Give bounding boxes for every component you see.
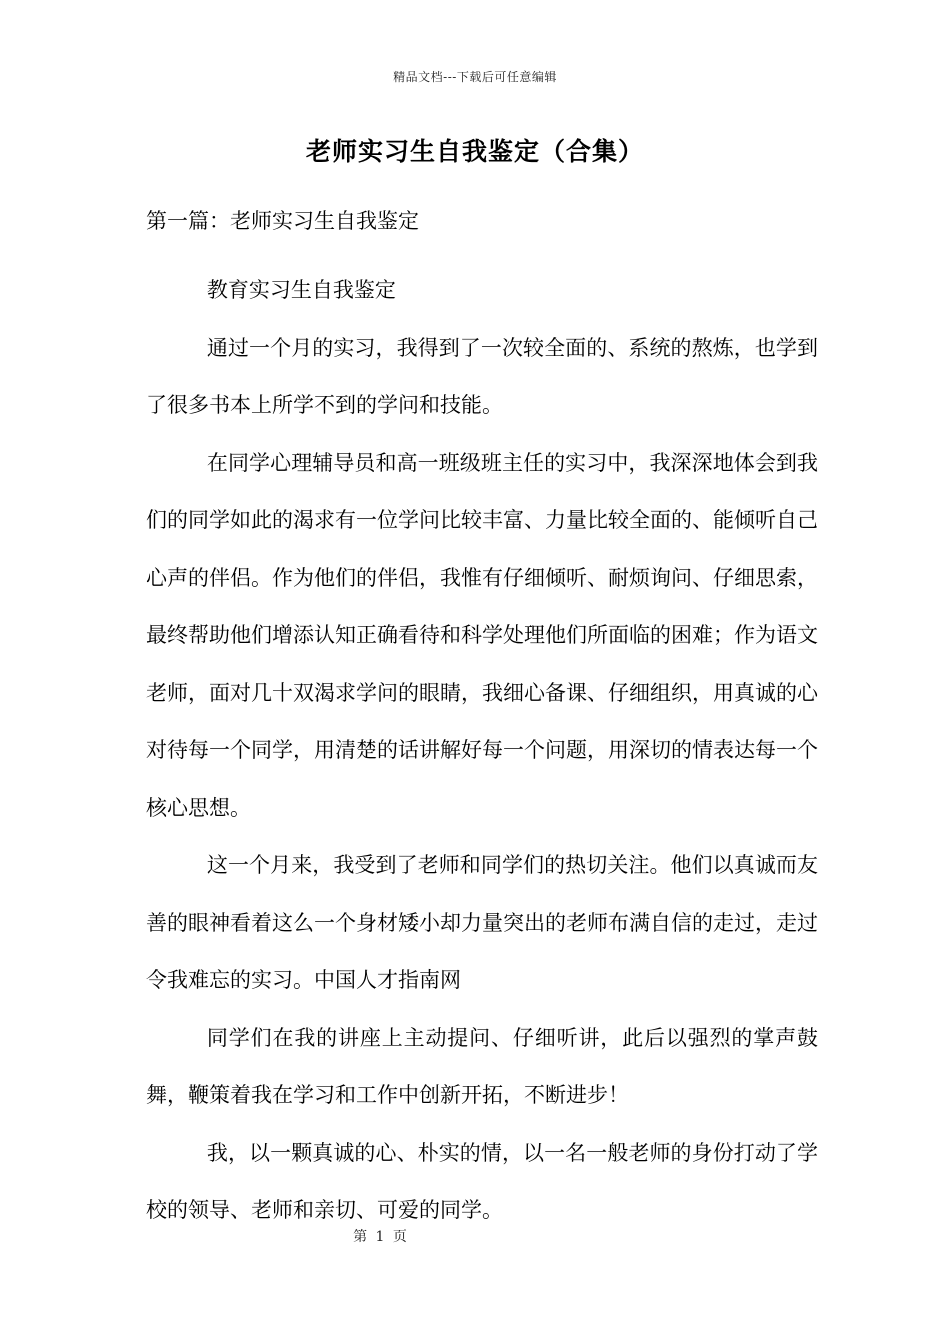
section-heading: 第一篇：老师实习生自我鉴定 [146, 209, 419, 233]
body-paragraph-subtitle: 教育实习生自我鉴定 [206, 278, 396, 302]
document-title: 老师实习生自我鉴定（合集） [305, 137, 644, 166]
page-number: 第 1 页 [353, 1229, 407, 1245]
body-paragraph: 在同学心理辅导员和高一班级班主任的实习中，我深深地体会到我们的同学如此的渴求有一位学问比较丰富、力量比较全面的、能倾听自己心声的伴侣。作为他们的伴侣，我惟有仔细倾听、耐烦询问、仔细思索，最终帮助他们增添认知正确看待和科学处理他们所面临的困难；作为语文老师，面对几十双渴求学问的眼睛，我细心备课、仔细组织，用真诚的心对待每一个同学，用清楚的话讲解好每一个问题，用深切的情表达每一个核心思想。 [146, 450, 818, 820]
header-note: 精品文档---下载后可任意编辑 [393, 70, 557, 84]
document-body [146, 262, 818, 1240]
body-paragraph: 我，以一颗真诚的心、朴实的情，以一名一般老师的身份打动了学校的领导、老师和亲切、可爱的同学。 [146, 1140, 818, 1222]
body-paragraph: 这一个月来，我受到了老师和同学们的热切关注。他们以真诚而友善的眼神看着这么一个身材矮小却力量突出的老师布满自信的走过，走过令我难忘的实习。中国人才指南网 [146, 853, 818, 992]
body-paragraph: 同学们在我的讲座上主动提问、仔细听讲，此后以强烈的掌声鼓舞，鞭策着我在学习和工作中创新开拓，不断进步！ [146, 1025, 818, 1107]
body-paragraph: 通过一个月的实习，我得到了一次较全面的、系统的熬炼，也学到了很多书本上所学不到的学问和技能。 [146, 335, 818, 417]
